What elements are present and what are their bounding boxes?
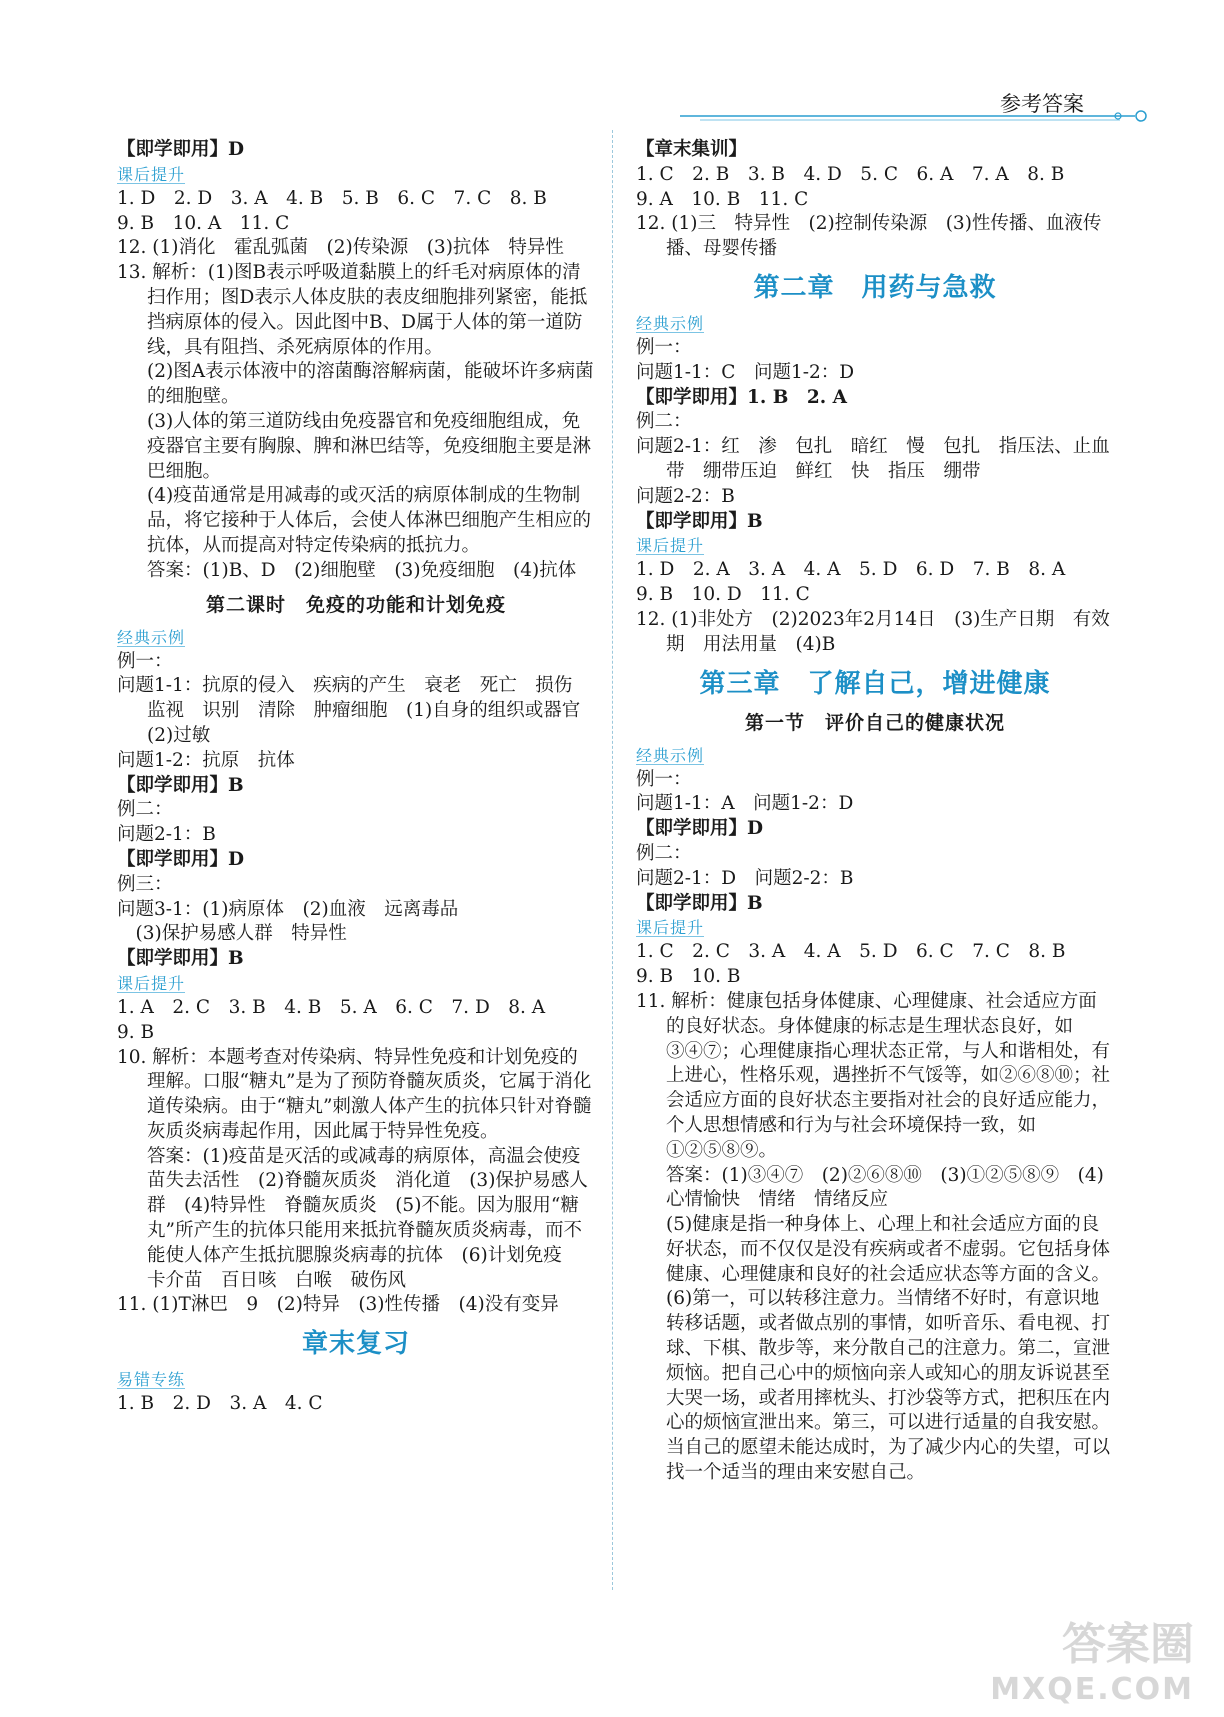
answer-line: 1. A 2. C 3. B 4. B 5. A 6. C 7. D 8. A <box>117 996 546 1018</box>
explanation-text: (6)第一，可以转移注意力。当情绪不好时，有意识地转移话题，或者做点别的事情，如听音乐、看电视、打球、下棋、散步等，来分散自己的注意力。第二，宣泄烦恼。把自己心中的烦恼向亲人或知心的朋友诉说甚至大哭一场，或者用摔枕头、打沙袋等方式，把积压在内心的烦恼宣泄出来。第三，可以进行适量的自我安慰。当自己的愿望未能达成时，为了减少内心的失望，可以找一个适当的理由来安慰自己。 <box>666 1288 1111 1484</box>
answer-line: 例一： <box>636 768 692 790</box>
section-tag: 课后提升 <box>636 918 705 938</box>
question-item: 13. 解析：(1)图B表示呼吸道黏膜上的纤毛对病原体的清扫作用；图D表示人体皮肤的表皮细胞排列紧密，能抵挡病原体的侵入。因此图中B、D属于人体的第一道防线，具有阻挡、杀死病原体的作用。 <box>117 262 588 358</box>
answer-line: 例三： <box>117 873 173 895</box>
question-item: 问题2-1：红 渗 包扎 暗红 慢 包扎 指压法、止血带 绷带压迫 鲜红 快 指压 绷带 <box>636 436 1110 482</box>
question-item: 10. 解析：本题考查对传染病、特异性免疫和计划免疫的理解。口服“糖丸”是为了预防脊髓灰质炎，它属于消化道传染病。由于“糖丸”刺激人体产生的抗体只针对脊髓灰质炎病毒起作用，因此属于特异性免疫。 <box>117 1046 592 1142</box>
question-item: 12. (1)非处方 (2)2023年2月14日 (3)生产日期 有效期 用法用量 (4)B <box>636 608 1110 655</box>
answer-line: 问题3-1：(1)病原体 (2)血液 远离毒品 <box>117 898 459 920</box>
watermark-url: MXQE.COM <box>990 1672 1194 1707</box>
answer-heading: 【即学即用】1. B 2. A <box>636 386 847 408</box>
chapter-title: 第二章 用药与急救 <box>753 272 997 303</box>
section-tag: 课后提升 <box>117 973 186 993</box>
answer-line: 1. D 2. A 3. A 4. A 5. D 6. D 7. B 8. A <box>636 559 1066 581</box>
watermark <box>990 1608 1194 1707</box>
answer-line: 问题1-1：A 问题1-2：D <box>636 793 854 815</box>
answer-line: 9. B <box>117 1021 155 1043</box>
answer-line: 1. C 2. C 3. A 4. A 5. D 6. C 7. C 8. B <box>636 941 1066 963</box>
explanation-text: 答案：(1)疫苗是灭活的或减毒的病原体，高温会使疫苗失去活性 (2)脊髓灰质炎 消化道 (3)保护易感人群 (4)特异性 脊髓灰质炎 (5)不能。因为服用“糖丸”所产生的抗体只能用来抵抗脊髓灰质炎病毒，而不能使人体产生抵抗腮腺炎病毒的抗体 (6)计划免疫 卡介苗 百日咳 白喉 破伤风 <box>147 1145 588 1291</box>
question-item: 11. 解析：健康包括身体健康、心理健康、社会适应方面的良好状态。身体健康的标志是生理状态良好，如③④⑦；心理健康指心理状态正常，与人和谐相处，有上进心，性格乐观，遇挫折不气馁等，如②⑥⑧⑩；社会适应方面的良好状态主要指对社会的良好适应能力，个人思想情感和行为与社会环境保持一致，如①②⑤⑧⑨。 <box>636 990 1111 1161</box>
section-title: 第二课时 免疫的功能和计划免疫 <box>205 593 506 616</box>
section-title: 第一节 评价自己的健康状况 <box>744 711 1005 734</box>
explanation-text: 答案：(1)B、D (2)细胞壁 (3)免疫细胞 (4)抗体 <box>147 559 577 581</box>
answer-line: 1. B 2. D 3. A 4. C <box>117 1393 323 1415</box>
explanation-text: (2)图A表示体液中的溶菌酶溶解病菌，能破坏许多病菌的细胞壁。 <box>147 361 594 408</box>
header-decoration <box>680 108 1150 124</box>
header-label: 参考答案 <box>1000 92 1084 116</box>
chapter-title: 章末复习 <box>301 1329 410 1360</box>
answer-line: 9. B 10. D 11. C <box>636 584 810 606</box>
answer-line: 例二： <box>636 842 692 864</box>
answer-line: 例一： <box>117 650 173 672</box>
answer-heading: 【即学即用】B <box>117 948 244 970</box>
section-tag: 课后提升 <box>636 536 705 556</box>
answer-heading: 【章末集训】 <box>636 139 748 160</box>
explanation-text: (5)健康是指一种身体上、心理上和社会适应方面的良好状态，而不仅仅是没有疾病或者不虚弱。它包括身体健康、心理健康和良好的社会适应状态等方面的含义。 <box>666 1214 1111 1285</box>
answer-line: 问题2-2：B <box>636 485 735 507</box>
watermark-logo: 答案圈 <box>1062 1619 1194 1670</box>
column-divider <box>612 130 613 1590</box>
question-item: 12. (1)三 特异性 (2)控制传染源 (3)性传播、血液传播、母婴传播 <box>636 213 1102 260</box>
answer-heading: 【即学即用】D <box>117 139 245 160</box>
section-tag: 经典示例 <box>117 627 186 647</box>
explanation-text: (4)疫苗通常是用减毒的或灭活的病原体制成的生物制品，将它接种于人体后，会使人体淋巴细胞产生相应的抗体，从而提高对特定传染病的抵抗力。 <box>147 485 592 556</box>
answer-line: 问题2-1：B <box>117 824 216 846</box>
section-tag: 易错专练 <box>117 1370 186 1390</box>
answer-heading: 【即学即用】B <box>636 510 763 532</box>
answer-line: 1. D 2. D 3. A 4. B 5. B 6. C 7. C 8. B <box>117 187 547 209</box>
answer-line: 例二： <box>117 799 173 821</box>
question-item: 11. (1)T淋巴 9 (2)特异 (3)性传播 (4)没有变异 <box>117 1294 559 1316</box>
answer-line: 问题1-2：抗原 抗体 <box>117 749 295 771</box>
left-column <box>117 138 599 1417</box>
answer-heading: 【即学即用】B <box>117 774 244 796</box>
answer-line: 9. B 10. B <box>636 966 741 988</box>
answer-heading: 【即学即用】D <box>117 848 245 870</box>
chapter-title: 第三章 了解自己，增进健康 <box>699 668 1051 699</box>
answer-line: 问题2-1：D 问题2-2：B <box>636 867 854 889</box>
question-item: 12. (1)消化 霍乱弧菌 (2)传染源 (3)抗体 特异性 <box>117 237 564 259</box>
answer-line: 例二： <box>636 411 692 433</box>
explanation-text: 答案：(1)③④⑦ (2)②⑥⑧⑩ (3)①②⑤⑧⑨ (4)心情愉快 情绪 情绪反应 <box>666 1164 1104 1211</box>
explanation-text: (3)人体的第三道防线由免疫器官和免疫细胞组成，免疫器官主要有胸腺、脾和淋巴结等，免疫细胞主要是淋巴细胞。 <box>147 410 592 482</box>
answer-line: 例一： <box>636 336 692 358</box>
answer-line: (3)保护易感人群 特异性 <box>117 923 347 945</box>
section-tag: 经典示例 <box>636 313 705 333</box>
answer-heading: 【即学即用】B <box>636 892 763 914</box>
answer-line: 问题1-1：C 问题1-2：D <box>636 361 855 383</box>
right-column <box>636 138 1114 1486</box>
question-item: 问题1-1：抗原的侵入 疾病的产生 衰老 死亡 损伤 监视 识别 清除 肿瘤细胞 (1)自身的组织或器官 (2)过敏 <box>117 675 599 746</box>
answer-line: 9. B 10. A 11. C <box>117 212 290 234</box>
answer-heading: 【即学即用】D <box>636 818 764 840</box>
answer-line: 1. C 2. B 3. B 4. D 5. C 6. A 7. A 8. B <box>636 163 1065 185</box>
section-tag: 经典示例 <box>636 745 705 765</box>
section-tag: 课后提升 <box>117 164 186 184</box>
answer-line: 9. A 10. B 11. C <box>636 188 809 210</box>
